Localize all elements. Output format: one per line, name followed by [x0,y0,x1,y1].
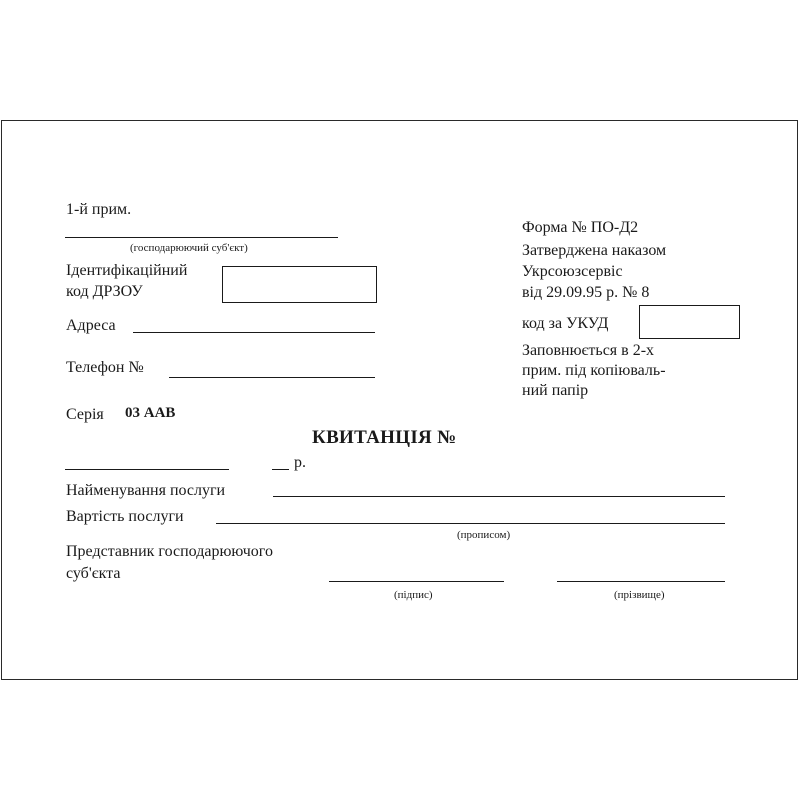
address-line[interactable] [133,332,375,333]
id-code-box[interactable] [222,266,377,303]
ukud-box[interactable] [639,305,740,339]
series-label: Серія [66,406,104,423]
copy-label: 1-й прим. [66,201,132,218]
ukud-label: код за УКУД [522,315,609,332]
fill-note-line3: ний папір [522,382,589,399]
representative-label-line2: суб'єкта [66,565,121,582]
address-label: Адреса [66,317,116,334]
surname-line[interactable] [557,581,725,582]
surname-caption: (прізвище) [614,589,665,601]
in-words-caption: (прописом) [457,529,511,541]
date-suffix: р. [294,454,306,471]
approved-line2: Укрсоюзсервіс [522,263,623,280]
series-value: 03 ААВ [125,405,176,421]
representative-label-line1: Представник господарюючого [66,543,273,560]
service-cost-label: Вартість послуги [66,508,184,525]
service-cost-line[interactable] [216,523,725,524]
fill-note-line1: Заповнюється в 2-х [522,342,655,359]
entity-caption: (господарюючий суб'єкт) [130,242,248,254]
fill-note-line2: прим. під копіюваль- [522,362,666,379]
id-code-label-line2: код ДРЗОУ [66,283,143,300]
phone-line[interactable] [169,377,375,378]
approved-line3: від 29.09.95 р. № 8 [522,284,650,301]
date-line[interactable] [65,469,229,470]
id-code-label-line1: Ідентифікаційний [66,262,188,279]
phone-label: Телефон № [66,359,144,376]
form-number: Форма № ПО-Д2 [522,219,639,236]
service-name-line[interactable] [273,496,725,497]
receipt-title: КВИТАНЦІЯ № [312,427,457,448]
approved-line1: Затверджена наказом [522,242,667,259]
signature-line[interactable] [329,581,504,582]
entity-name-line[interactable] [65,237,338,238]
service-name-label: Найменування послуги [66,482,226,499]
receipt-form [1,120,798,680]
year-line[interactable] [272,469,289,470]
signature-caption: (підпис) [394,589,433,601]
